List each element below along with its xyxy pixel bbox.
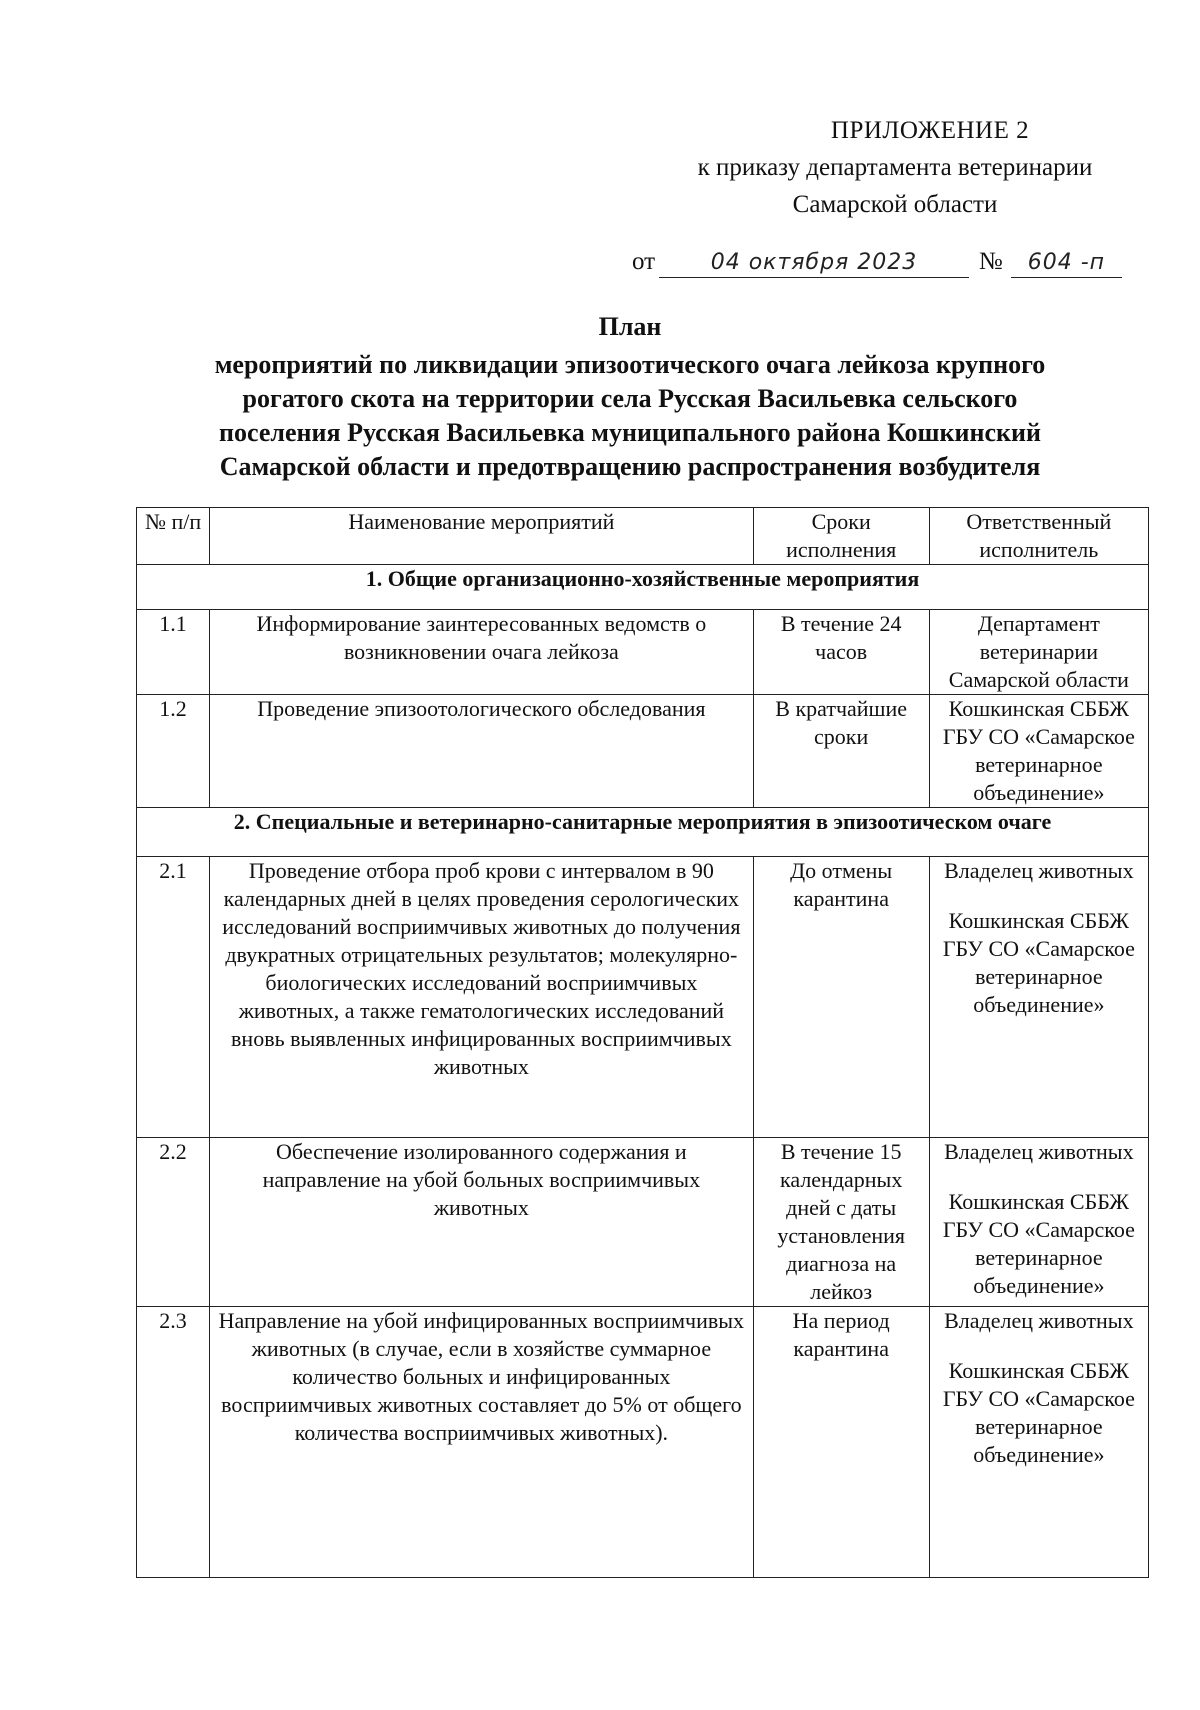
row-responsible: Департамент ветеринарии Самарской области xyxy=(929,610,1148,695)
row-name: Проведение эпизоотологического обследования xyxy=(210,695,754,808)
section-row xyxy=(137,565,1149,610)
row-responsible-cell xyxy=(929,857,1148,1138)
row-responsible-secondary: Кошкинская СББЖ ГБУ СО «Самарское ветеринарное объединение» xyxy=(942,1358,1135,1467)
row-num: 1.1 xyxy=(137,610,210,695)
header-terms: Сроки исполнения xyxy=(753,508,929,565)
table-row xyxy=(137,610,1149,695)
header-name: Наименование мероприятий xyxy=(210,508,754,565)
plan-title xyxy=(150,310,1110,484)
table-row xyxy=(137,1138,1149,1307)
plan-heading: План xyxy=(598,312,662,341)
header-num: № п/п xyxy=(137,508,210,565)
row-terms: В кратчайшие сроки xyxy=(753,695,929,808)
header-responsible: Ответственный исполнитель xyxy=(929,508,1148,565)
table-header-row xyxy=(137,508,1149,565)
row-responsible-secondary: Кошкинская СББЖ ГБУ СО «Самарское ветеринарное объединение» xyxy=(942,908,1135,1017)
row-name: Направление на убой инфицированных восприимчивых животных (в случае, если в хозяйстве суммарное количество больных и инфицированных восприимчивых животных составляет до 5% от общего количества восприимчивых животных). xyxy=(210,1307,754,1578)
plan-subtitle-line: рогатого скота на территории села Русская Васильевка сельского xyxy=(242,384,1018,413)
row-terms: До отмены карантина xyxy=(753,857,929,1138)
row-responsible-cell xyxy=(929,1307,1148,1578)
row-responsible: Владелец животных xyxy=(944,858,1134,883)
appendix-line-1: к приказу департамента ветеринарии xyxy=(697,154,1093,181)
row-responsible: Владелец животных xyxy=(944,1308,1134,1333)
row-responsible-secondary: Кошкинская СББЖ ГБУ СО «Самарское ветеринарное объединение» xyxy=(942,1189,1135,1298)
row-responsible: Владелец животных xyxy=(944,1139,1134,1164)
measures-table xyxy=(136,507,1149,1578)
appendix-line-2: Самарской области xyxy=(792,191,998,218)
table-row xyxy=(137,857,1149,1138)
section-1-title: 1. Общие организационно-хозяйственные мероприятия xyxy=(137,565,1149,610)
row-terms: В течение 24 часов xyxy=(753,610,929,695)
row-name: Информирование заинтересованных ведомств о возникновении очага лейкоза xyxy=(210,610,754,695)
row-num: 2.3 xyxy=(137,1307,210,1578)
row-name: Проведение отбора проб крови с интервалом в 90 календарных дней в целях проведения серологических исследований восприимчивых животных до получения двукратных отрицательных результатов; молекулярно-биологических исследований восприимчивых животных, а также гематологических исследований вновь выявленных инфицированных восприимчивых животных xyxy=(210,857,754,1138)
row-name: Обеспечение изолированного содержания и направление на убой больных восприимчивых животных xyxy=(210,1138,754,1307)
row-terms: На период карантина xyxy=(753,1307,929,1578)
row-num: 2.2 xyxy=(137,1138,210,1307)
order-number-handwritten: 604 -п xyxy=(1011,250,1122,278)
plan-subtitle-line: поселения Русская Васильевка муниципального района Кошкинский xyxy=(219,418,1041,447)
order-date-handwritten: 04 октября 2023 xyxy=(659,250,969,278)
section-2-title: 2. Специальные и ветеринарно-санитарные мероприятия в эпизоотическом очаге xyxy=(137,808,1149,857)
plan-subtitle-line: Самарской области и предотвращению распространения возбудителя xyxy=(219,452,1041,481)
row-responsible: Кошкинская СББЖ ГБУ СО «Самарское ветеринарное объединение» xyxy=(929,695,1148,808)
table-row xyxy=(137,1307,1149,1578)
order-reference xyxy=(632,248,1122,278)
order-number-label: № xyxy=(978,248,1003,275)
section-row xyxy=(137,808,1149,857)
table-row xyxy=(137,695,1149,808)
order-from-label: от xyxy=(632,248,656,275)
plan-subtitle-line: мероприятий по ликвидации эпизоотического очага лейкоза крупного xyxy=(214,350,1046,379)
row-responsible-cell xyxy=(929,1138,1148,1307)
row-num: 1.2 xyxy=(137,695,210,808)
row-num: 2.1 xyxy=(137,857,210,1138)
appendix-block xyxy=(660,112,1130,223)
appendix-title: ПРИЛОЖЕНИЕ 2 xyxy=(830,117,1030,144)
row-terms: В течение 15 календарных дней с даты установления диагноза на лейкоз xyxy=(753,1138,929,1307)
